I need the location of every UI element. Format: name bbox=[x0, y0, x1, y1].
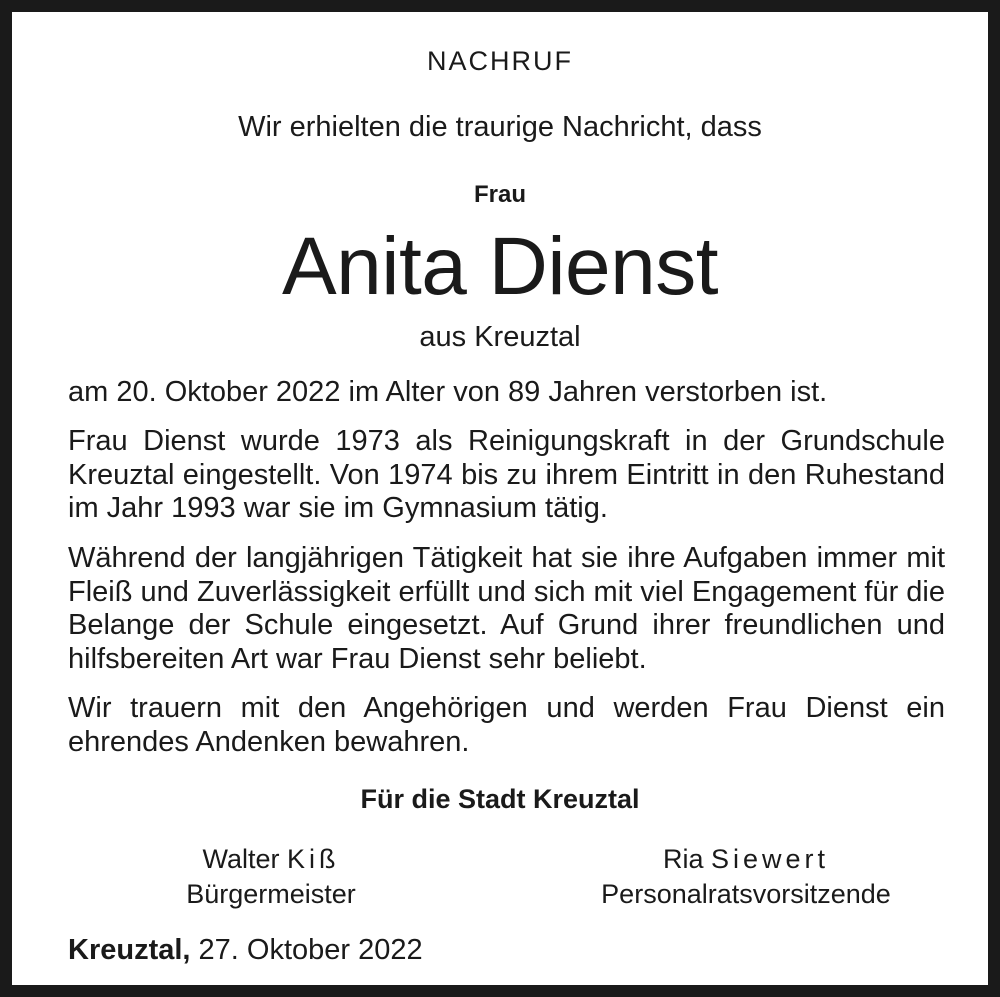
organization-line: Für die Stadt Kreuztal bbox=[360, 784, 640, 814]
signatory-name: Ria Siewert bbox=[662, 844, 830, 874]
signatory-role: Bürgermeister bbox=[186, 879, 356, 909]
paragraph: am 20. Oktober 2022 im Alter von 89 Jahren verstorben ist. bbox=[68, 376, 828, 408]
date: 27. Oktober 2022 bbox=[198, 934, 423, 966]
place-date-line bbox=[68, 934, 423, 967]
place: Kreuztal, bbox=[68, 934, 191, 966]
paragraph: Während der langjährigen Tätigkeit hat sie ihre Aufgaben immer mit Fleiß und Zuverlässigkeit erfüllt und sich mit viel Engagement für die Belange der Schule eingesetzt. Auf Grund ihrer freundlichen und hilfsbereiten Art war Frau Dienst sehr beliebt. bbox=[68, 542, 945, 675]
intro-line: Wir erhielten die traurige Nachricht, dass bbox=[238, 111, 762, 143]
deceased-name: Anita Dienst bbox=[281, 221, 719, 312]
honorific: Frau bbox=[473, 181, 526, 208]
paragraph: Wir trauern mit den Angehörigen und werden Frau Dienst ein ehrendes Andenken bewahren. bbox=[68, 692, 945, 758]
employment-paragraph bbox=[68, 425, 945, 526]
deceased-origin: aus Kreuztal bbox=[419, 321, 581, 353]
paragraph: Frau Dienst wurde 1973 als Reinigungskraft in der Grundschule Kreuztal eingestellt. Von 1974 bis zu ihrem Eintritt in den Ruhestand im Jahr 1993 war sie im Gymnasium tätig. bbox=[68, 425, 945, 524]
condolence-paragraph bbox=[68, 692, 945, 759]
signatory-mayor bbox=[71, 842, 471, 912]
tribute-paragraph bbox=[68, 542, 945, 676]
signatory-council bbox=[546, 842, 946, 912]
signatory-name: Walter Kiß bbox=[202, 844, 340, 874]
death-statement bbox=[68, 376, 945, 410]
signatory-role: Personalratsvorsitzende bbox=[601, 879, 891, 909]
notice-heading: NACHRUF bbox=[427, 46, 573, 76]
